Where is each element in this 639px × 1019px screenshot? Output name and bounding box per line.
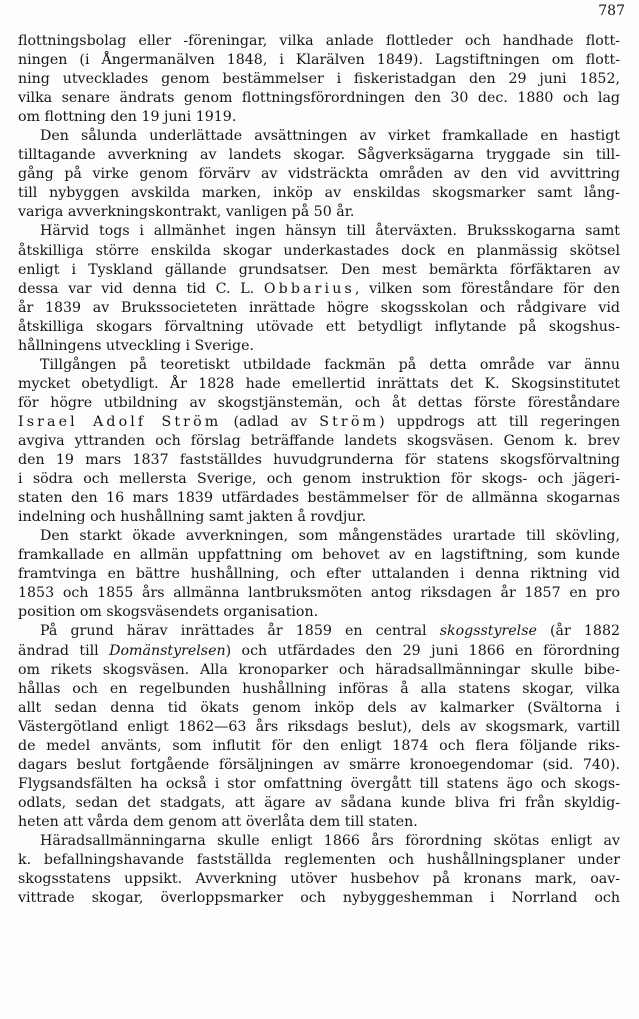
text-segment: flottningsbolag eller -föreningar, vilka anlade flottleder och handhade flott- (18, 33, 620, 49)
text-segment: heten att vårda dem genom att överlåta dem till staten. (18, 813, 418, 830)
spaced-name: Obbarius (263, 280, 355, 297)
text-line (18, 546, 620, 565)
text-line (18, 832, 620, 851)
text-segment: ) uppdrogs att till regeringen (379, 413, 620, 430)
text-segment: om flottning den 19 juni 1919. (18, 109, 237, 126)
text-line (18, 242, 620, 261)
text-line (18, 794, 620, 813)
text-line (18, 51, 620, 70)
text-segment: (år 1882 (536, 623, 620, 640)
text-line (18, 756, 620, 775)
text-segment: enligt i Tyskland gällande grundsatser. Den mest bemärkta förfäktaren av (18, 261, 620, 278)
text-line (18, 737, 620, 756)
text-line (18, 108, 620, 127)
text-segment: framtvinga en bättre hushållning, och efter uttalanden i denna riktning vid (18, 566, 620, 583)
text-line (18, 146, 620, 165)
text-line (18, 508, 620, 527)
text-segment: ning utvecklades genom bestämmelser i fiskeristadgan den 29 juni 1852, (18, 71, 620, 88)
text-line (18, 89, 620, 108)
text-line (18, 184, 620, 203)
text-segment: mycket obetydligt. År 1828 hade emellertid inrättats det K. Skogsinstitutet (18, 375, 620, 392)
text-line (18, 661, 620, 680)
text-line (18, 413, 620, 432)
text-line (18, 432, 620, 451)
spaced-name: Ström (319, 413, 380, 430)
italic-term: skogsstyrelse (439, 623, 537, 640)
text-line (18, 356, 620, 375)
text-segment: till nybyggen avskilda marken, inköp av enskildas skogsmarker samt lång- (18, 185, 620, 202)
text-line (18, 718, 620, 737)
text-segment: för högre utbildning av skogstjänstemän, och åt dettas förste föreståndare (18, 394, 620, 411)
text-line (18, 261, 620, 280)
text-segment: vittrade skogar, överloppsmarker och nybyggeshemman i Norrland och (18, 890, 620, 907)
text-line (18, 375, 620, 394)
text-segment: tilltagande avverkning av landets skogar. Sågverksägarna tryggade sin till- (18, 147, 620, 164)
text-line (18, 870, 620, 889)
text-line (18, 851, 620, 870)
text-segment: Västergötland enligt 1862—63 års riksdags beslut), dels av skogsmark, vartill (18, 718, 620, 735)
text-line (18, 127, 620, 146)
text-segment: år 1839 av Brukssocieteten inrättade högre skogsskolan och rådgivare vid (18, 299, 620, 316)
text-line (18, 603, 620, 622)
text-line (18, 280, 620, 299)
text-line (18, 813, 620, 832)
italic-term: Domänstyrelsen (109, 642, 226, 659)
text-segment: gång på virke genom förvärv av vidsträckta områden av den vid avvittring (18, 166, 620, 183)
text-segment: odlats, sedan det stadgats, att ägare av sådana kunde bliva fri från skyldig- (18, 794, 620, 811)
text-line (18, 451, 620, 470)
text-segment: k. befallningshavande fastställda reglementen och hushållningsplaner under (18, 852, 620, 869)
text-line (18, 642, 620, 661)
body-text (18, 32, 620, 908)
text-line (18, 489, 620, 508)
text-segment: skogsstatens uppsikt. Avverkning utöver husbehov på kronans mark, oav- (18, 871, 620, 888)
text-segment: Härvid togs i allmänhet ingen hänsyn till återväxten. Bruksskogarna samt (40, 223, 620, 240)
text-line (18, 70, 620, 89)
text-segment: åtskilliga skogars förvaltning utövade ett betydligt inflytande på skogshus- (18, 318, 620, 335)
text-segment: ändrad till (18, 642, 110, 659)
text-segment: Den sålunda underlättade avsättningen av virket framkallade en hastigt (40, 128, 620, 145)
text-segment: variga avverkningskontrakt, vanligen på 50 år. (18, 204, 355, 221)
text-segment: På grund härav inrättades år 1859 en central (40, 623, 440, 640)
text-segment: avgiva yttranden och förslag beträffande landets skogsväsen. Genom k. brev (18, 432, 620, 449)
text-line (18, 299, 620, 318)
text-line (18, 203, 620, 222)
text-line (18, 527, 620, 546)
text-segment: ningen (i Ångermanälven 1848, i Klarälven 1849). Lagstiftningen om flott- (18, 52, 620, 69)
text-segment: vilka senare ändrats genom flottningsförordningen den 30 dec. 1880 och lag (18, 90, 620, 107)
text-line (18, 394, 620, 413)
text-line (18, 622, 620, 641)
text-segment: Flygsandsfälten ha också i stor omfattning övergått till statens ägo och skogs- (18, 775, 620, 792)
text-line (18, 565, 620, 584)
text-segment: hållningens utveckling i Sverige. (18, 337, 254, 354)
text-line (18, 775, 620, 794)
page-number: 787 (598, 3, 625, 19)
text-line (18, 470, 620, 489)
text-line (18, 222, 620, 241)
text-line (18, 680, 620, 699)
text-line (18, 165, 620, 184)
text-segment: åtskilliga större enskilda skogar underkastades dock en planmässig skötsel (18, 242, 620, 259)
text-segment: , vilken som föreståndare för den (354, 280, 620, 297)
text-segment: dessa var vid denna tid C. L. (18, 280, 264, 297)
text-segment: indelning och hushållning samt jakten å rovdjur. (18, 509, 367, 526)
text-segment: (adlad av (221, 413, 320, 430)
text-line (18, 318, 620, 337)
text-segment: den 19 mars 1837 fastställdes huvudgrunderna för statens skogsförvaltning (18, 452, 620, 469)
text-line (18, 889, 620, 908)
text-segment: framkallade en allmän uppfattning om behovet av en lagstiftning, som kunde (18, 547, 620, 564)
text-segment: position om skogsväsendets organisation. (18, 604, 319, 621)
spaced-name: Israel Adolf Ström (18, 413, 222, 430)
text-segment: Tillgången på teoretiskt utbildade fackmän på detta område var ännu (40, 356, 620, 373)
text-line (18, 32, 620, 51)
text-segment: de medel använts, som influtit för den enligt 1874 och flera följande riks- (18, 737, 620, 754)
text-line (18, 584, 620, 603)
text-segment: Häradsallmänningarna skulle enligt 1866 års förordning skötas enligt av (40, 832, 620, 849)
text-line (18, 337, 620, 356)
text-segment: om rikets skogsväsen. Alla kronoparker och häradsallmänningar skulle bibe- (18, 661, 620, 678)
text-segment: ) och utfärdades den 29 juni 1866 en förordning (225, 642, 620, 659)
text-segment: staten den 16 mars 1839 utfärdades bestämmelser för de allmänna skogarnas (18, 490, 620, 507)
text-segment: hållas och en regelbunden hushållning införas å alla statens skogar, vilka (18, 680, 620, 697)
text-segment: i södra och mellersta Sverige, och genom instruktion för skogs- och jägeri- (18, 471, 620, 488)
text-segment: 1853 och 1855 års allmänna lantbruksmöten antog riksdagen år 1857 en pro (18, 585, 620, 602)
text-segment: allt sedan denna tid ökats genom inköp dels av kalmarker (Svältorna i (18, 699, 620, 716)
text-segment: dagars beslut fortgående försäljningen av smärre kronoegendomar (sid. 740). (18, 756, 620, 773)
text-line (18, 699, 620, 718)
text-segment: Den starkt ökade avverkningen, som mångenstädes urartade till skövling, (40, 528, 620, 545)
